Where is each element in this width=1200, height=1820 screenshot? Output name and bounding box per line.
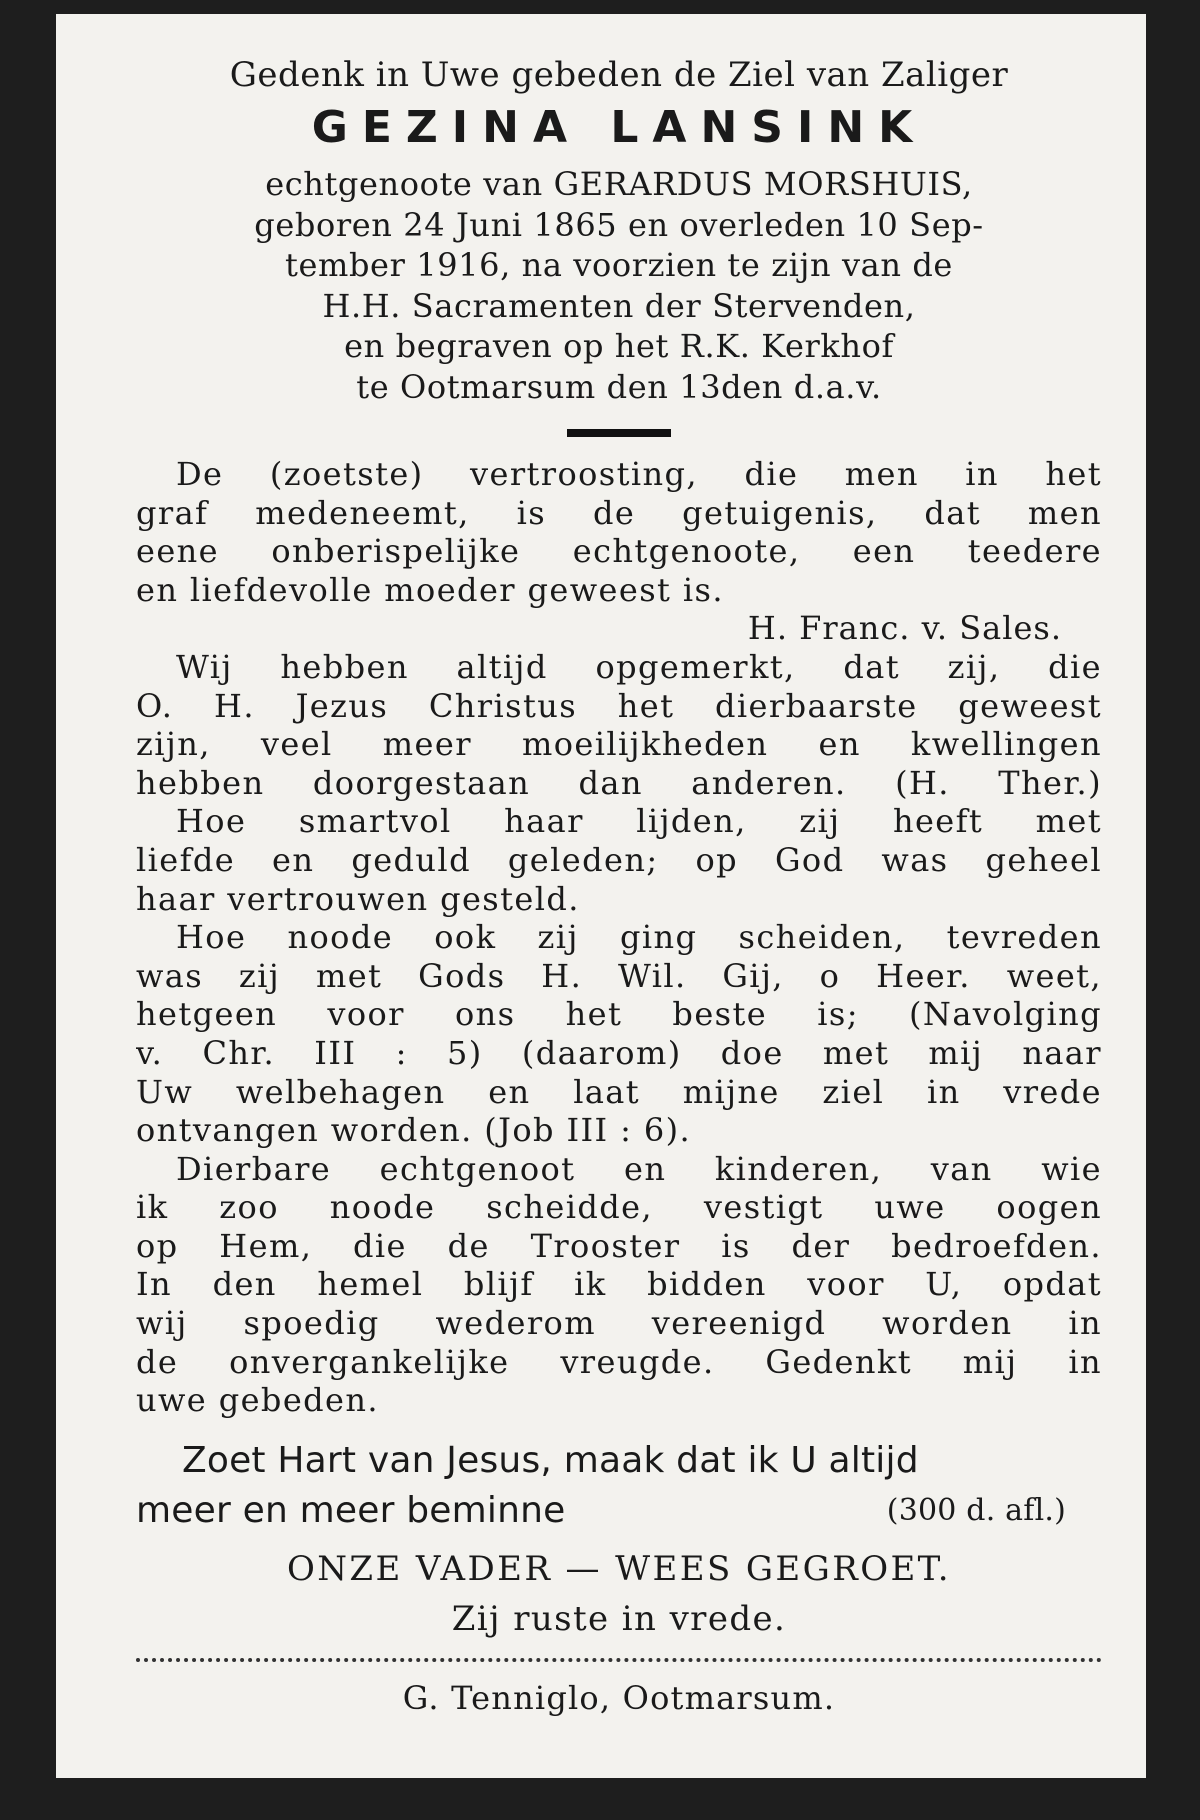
intro-line: echtgenoote van GERARDUS MORSHUIS,	[265, 165, 973, 203]
remembrance-heading: Gedenk in Uwe gebeden de Ziel van Zaliger	[229, 55, 1009, 95]
deceased-name: GEZINA LANSINK	[311, 102, 927, 153]
body-line: ontvangen worden. (Job III : 6).	[136, 1111, 692, 1150]
body-line: liefde en geduld geleden; op God was geheel	[136, 840, 1102, 879]
intro-line: geboren 24 Juni 1865 en overleden 10 Sep-	[254, 205, 984, 244]
ejaculatory-prayer: Zoet Hart van Jesus, maak dat ik U altijd	[182, 1439, 919, 1481]
ejaculatory-prayer-continued	[136, 1486, 1102, 1536]
body-line: de onvergankelijke vreugde. Gedenkt mij in	[136, 1342, 1102, 1381]
intro-line: H.H. Sacramenten der Stervenden,	[322, 286, 916, 325]
body-line: Wij hebben altijd opgemerkt, dat zij, die	[176, 647, 1102, 686]
biographical-details	[136, 164, 1102, 407]
body-line: hetgeen voor ons het beste is; (Navolging	[136, 995, 1102, 1034]
divider-rule	[567, 429, 671, 437]
body-line: op Hem, die de Trooster is der bedroefden.	[136, 1226, 1102, 1265]
memorial-card	[56, 14, 1146, 1778]
intro-line: tember 1916, na voorzien te zijn van de	[285, 246, 953, 284]
body-line: eene onberispelijke echtgenoote, een teedere	[136, 532, 1102, 571]
body-line: hebben doorgestaan dan anderen. (H. Ther.)	[136, 763, 1102, 802]
consolation-text	[136, 648, 1102, 1420]
printer-imprint: G. Tenniglo, Ootmarsum.	[402, 1678, 836, 1717]
dotted-separator	[136, 1658, 1102, 1662]
body-line: en liefdevolle moeder geweest is.	[136, 570, 724, 609]
prayer-line: meer en meer beminne	[136, 1489, 566, 1531]
body-line: Uw welbehagen en laat mijne ziel in vrede	[136, 1072, 1102, 1111]
body-line: wij spoedig wederom vereenigd worden in	[136, 1304, 1102, 1343]
body-line: uwe gebeden.	[136, 1381, 379, 1420]
intro-line: en begraven op het R.K. Kerkhof	[344, 327, 894, 365]
body-line: O. H. Jezus Christus het dierbaarste geweest	[136, 686, 1102, 725]
consolation-text	[136, 455, 1102, 609]
body-line: Dierbare echtgenoot en kinderen, van wie	[176, 1149, 1102, 1188]
indulgence-note: (300 d. afl.)	[886, 1492, 1066, 1528]
intro-line: te Ootmarsum den 13den d.a.v.	[356, 367, 882, 406]
body-line: In den hemel blijf ik bidden voor U, opdat	[136, 1265, 1102, 1304]
body-line: v. Chr. III : 5) (daarom) doe met mij naar	[136, 1033, 1102, 1072]
rest-in-peace: Zij ruste in vrede.	[451, 1598, 787, 1639]
body-line: ik zoo noode scheidde, vestigt uwe oogen	[136, 1188, 1102, 1227]
body-line: Hoe noode ook zij ging scheiden, tevreden	[176, 918, 1102, 957]
body-line: graf medeneemt, is de getuigenis, dat men	[136, 493, 1102, 532]
body-line: zijn, veel meer moeilijkheden en kwellingen	[136, 725, 1102, 764]
quote-attribution: H. Franc. v. Sales.	[747, 609, 1062, 648]
body-line: De (zoetste) vertroosting, die men in het	[176, 455, 1102, 493]
body-line: was zij met Gods H. Wil. Gij, o Heer. weet,	[136, 956, 1102, 995]
body-line: Hoe smartvol haar lijden, zij heeft met	[176, 802, 1102, 841]
closing-prayers: ONZE VADER — WEES GEGROET.	[287, 1548, 951, 1589]
body-line: haar vertrouwen gesteld.	[136, 879, 580, 918]
